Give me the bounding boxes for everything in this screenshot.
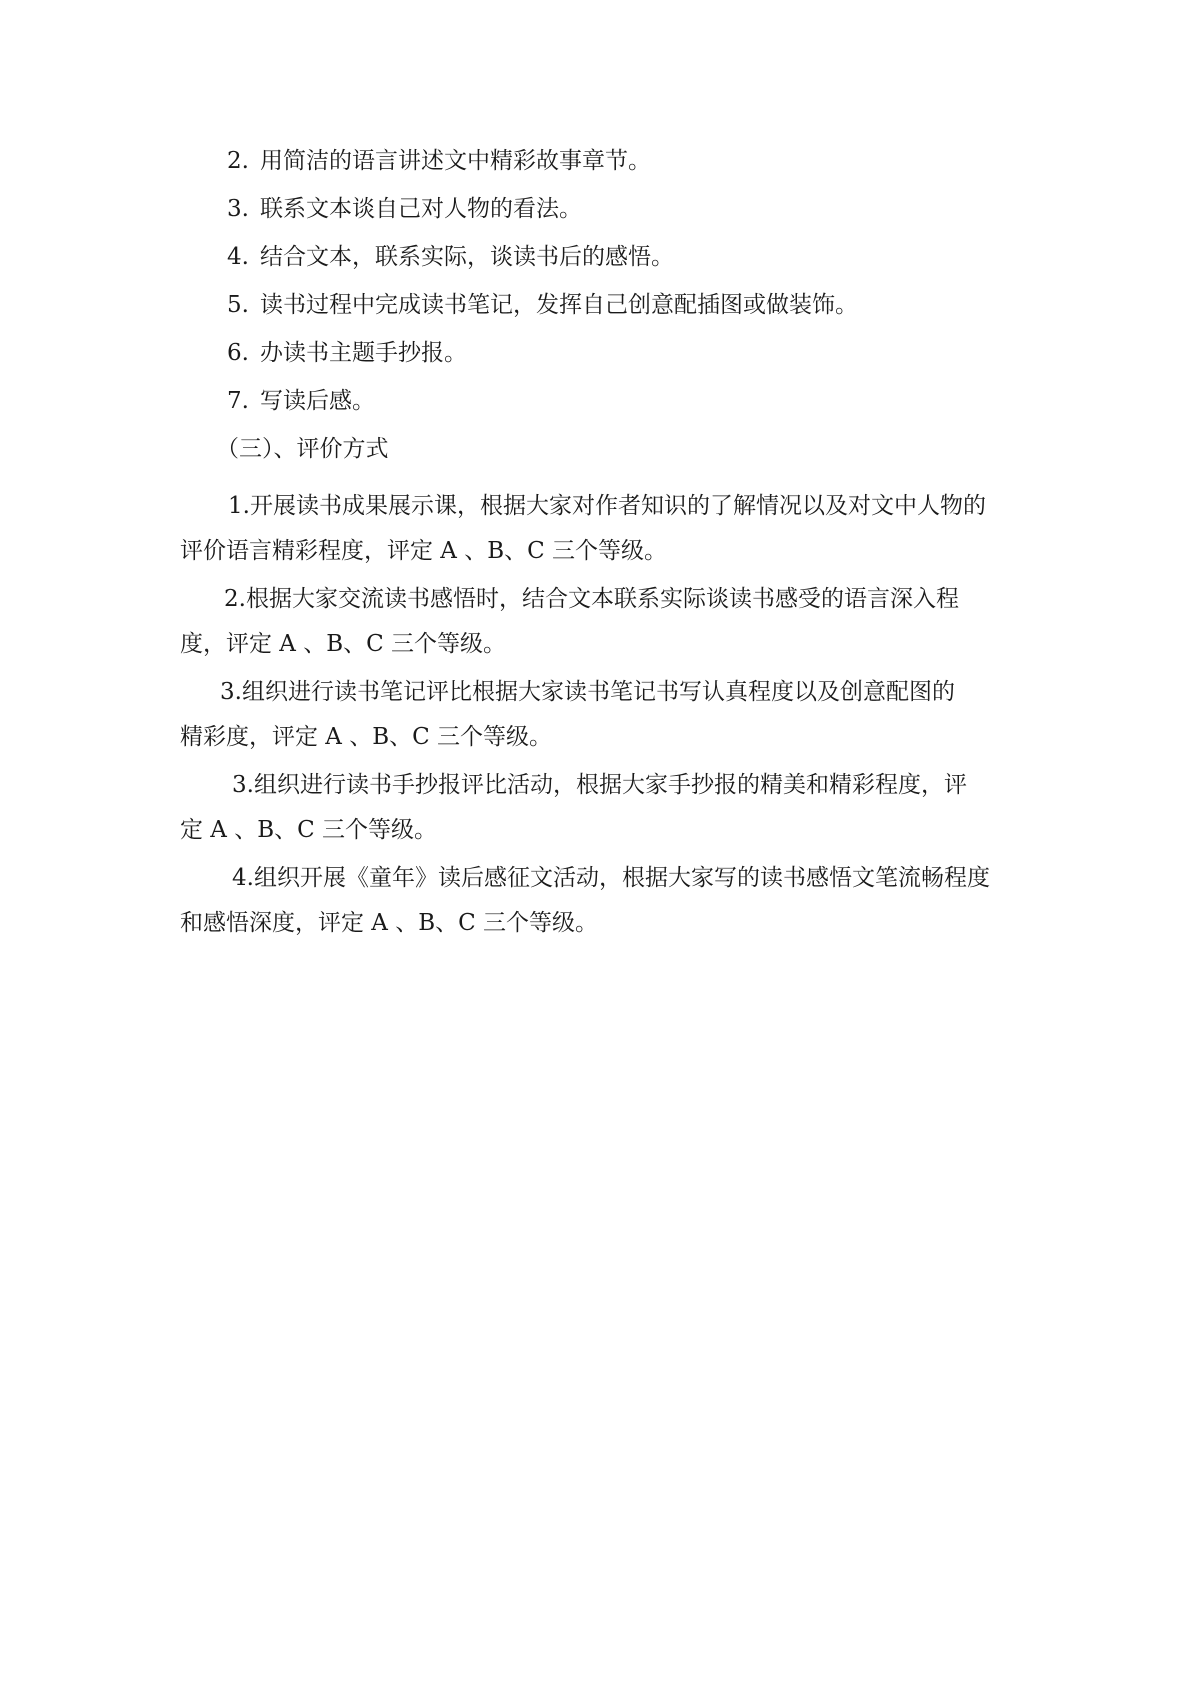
list-item xyxy=(180,338,1020,368)
paragraph-continuation: 和感悟深度，评定 A 、B、C 三个等级。 xyxy=(180,910,599,936)
document-body xyxy=(180,146,1020,949)
paragraph-continuation: 度，评定 A 、B、C 三个等级。 xyxy=(180,631,507,657)
paragraph-first-line: 2.根据大家交流读书感悟时，结合文本联系实际谈读书感受的语言深入程 xyxy=(224,586,959,612)
section-heading: （三）、评价方式 xyxy=(216,436,389,462)
list-item xyxy=(180,242,1020,272)
list-item-text: 联系文本谈自己对人物的看法。 xyxy=(260,196,582,222)
list-item-text: 结合文本，联系实际，谈读书后的感悟。 xyxy=(260,244,674,270)
list-item-text: 用简洁的语言讲述文中精彩故事章节。 xyxy=(260,148,651,174)
list-item-text: 读书过程中完成读书笔记，发挥自己创意配插图或做装饰。 xyxy=(260,292,858,318)
paragraph-continuation: 评价语言精彩程度，评定 A 、B、C 三个等级。 xyxy=(180,538,668,564)
evaluation-paragraph xyxy=(180,856,1020,946)
paragraph-first-line: 1.开展读书成果展示课，根据大家对作者知识的了解情况以及对文中人物的 xyxy=(228,493,986,519)
evaluation-paragraph xyxy=(180,484,1020,574)
list-item xyxy=(180,146,1020,176)
paragraph-continuation: 精彩度，评定 A 、B、C 三个等级。 xyxy=(180,724,553,750)
evaluation-paragraph xyxy=(180,577,1020,667)
list-item-number: 6. xyxy=(227,340,249,366)
paragraph-first-line: 3.组织进行读书手抄报评比活动，根据大家手抄报的精美和精彩程度，评 xyxy=(232,772,967,798)
evaluation-paragraph xyxy=(180,763,1020,853)
list-item-number: 4. xyxy=(227,244,249,270)
paragraph-first-line: 4.组织开展《童年》读后感征文活动，根据大家写的读书感悟文笔流畅程度 xyxy=(232,865,990,891)
evaluation-paragraph xyxy=(180,670,1020,760)
list-item-number: 3. xyxy=(227,196,249,222)
list-item xyxy=(180,386,1020,416)
list-item-text: 写读后感。 xyxy=(260,388,375,414)
list-item-number: 7. xyxy=(227,388,249,414)
list-item-number: 5. xyxy=(227,292,249,318)
list-item-number: 2. xyxy=(227,148,249,174)
paragraph-first-line: 3.组织进行读书笔记评比根据大家读书笔记书写认真程度以及创意配图的 xyxy=(220,679,955,705)
list-item xyxy=(180,194,1020,224)
list-item xyxy=(180,290,1020,320)
list-item-text: 办读书主题手抄报。 xyxy=(260,340,467,366)
paragraph-continuation: 定 A 、B、C 三个等级。 xyxy=(180,817,438,843)
